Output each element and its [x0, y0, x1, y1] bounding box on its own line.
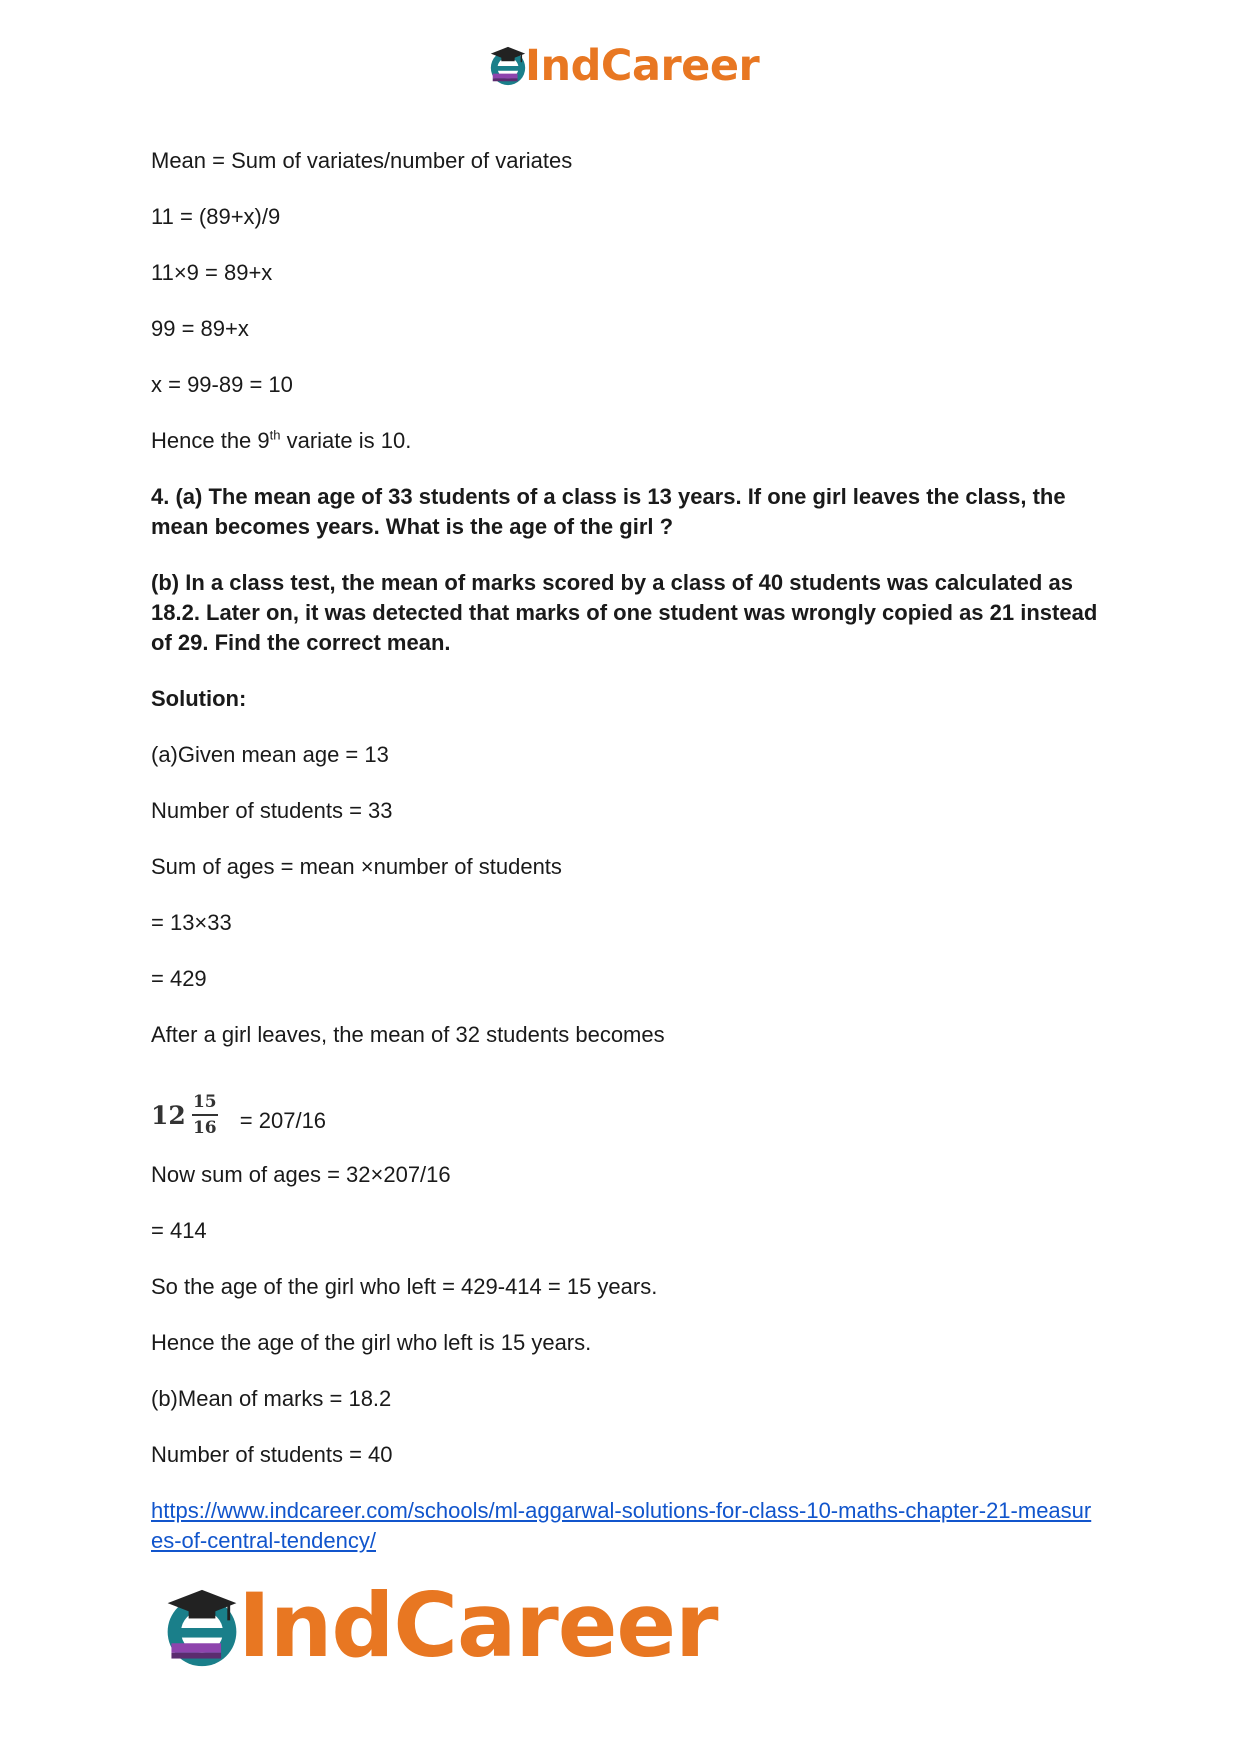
- document-body: [151, 146, 1101, 1556]
- question-part-b: (b) In a class test, the mean of marks scored by a class of 40 students was calculated as 18.2. Later on, it was detected that marks of one student was wrongly copied as 21 instead of 29. Find the correct mean.: [151, 570, 1098, 655]
- text-line: = 414: [151, 1218, 207, 1243]
- text-line: Sum of ages = mean ×number of students: [151, 854, 562, 879]
- fraction: [192, 1092, 218, 1138]
- footer-logo: [160, 1574, 718, 1678]
- header-logo: [487, 40, 760, 92]
- brand-name: IndCareer: [238, 1574, 718, 1677]
- text-line: (a)Given mean age = 13: [151, 742, 389, 767]
- text-line: After a girl leaves, the mean of 32 students becomes: [151, 1022, 665, 1047]
- mixed-fraction-row: [151, 1076, 1101, 1138]
- text-line: Number of students = 33: [151, 798, 393, 823]
- text-line: = 13×33: [151, 910, 232, 935]
- fraction-whole: 12: [151, 1100, 186, 1130]
- fraction-bar: [192, 1114, 218, 1116]
- mixed-fraction: [151, 1092, 218, 1138]
- text-line: x = 99-89 = 10: [151, 372, 293, 397]
- source-link[interactable]: https://www.indcareer.com/schools/ml-aggarwal-solutions-for-class-10-maths-chapter-21-measures-of-central-tendency/: [151, 1498, 1092, 1553]
- text-line: Hence the age of the girl who left is 15 years.: [151, 1330, 592, 1355]
- text-line: (b)Mean of marks = 18.2: [151, 1386, 392, 1411]
- text-line: So the age of the girl who left = 429-414 = 15 years.: [151, 1274, 658, 1299]
- text-line: 99 = 89+x: [151, 316, 249, 341]
- text-line: Now sum of ages = 32×207/16: [151, 1162, 451, 1187]
- brand-name: IndCareer: [525, 41, 760, 91]
- question-part-a: 4. (a) The mean age of 33 students of a class is 13 years. If one girl leaves the class, the mean becomes years. What is the age of the girl ?: [151, 484, 1066, 539]
- conclusion-line: [151, 426, 1101, 456]
- fraction-numerator: 15: [192, 1092, 217, 1112]
- fraction-equals: = 207/16: [239, 1108, 327, 1133]
- graduation-cap-book-icon: [160, 1584, 244, 1672]
- graduation-cap-book-icon: [487, 44, 529, 88]
- text-line: 11×9 = 89+x: [151, 260, 273, 285]
- ordinal-superscript: th: [269, 427, 281, 443]
- text-line: Mean = Sum of variates/number of variates: [151, 148, 573, 173]
- text-line: Number of students = 40: [151, 1442, 393, 1467]
- fraction-denominator: 16: [192, 1118, 217, 1138]
- text-line: 11 = (89+x)/9: [151, 204, 281, 229]
- conclusion-suffix: variate is 10.: [280, 428, 412, 453]
- solution-heading: Solution:: [151, 686, 247, 711]
- text-line: = 429: [151, 966, 207, 991]
- conclusion-prefix: Hence the 9: [151, 428, 270, 453]
